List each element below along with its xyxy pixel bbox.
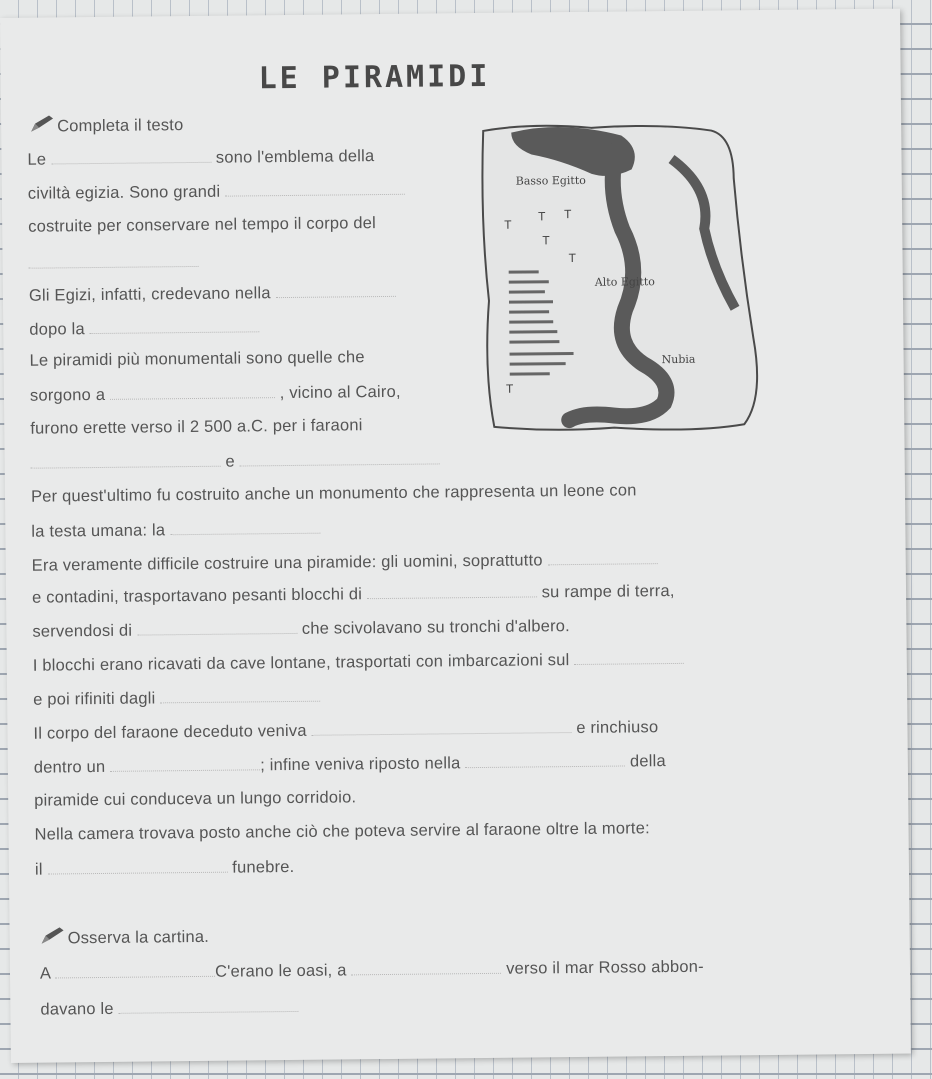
text-line: Gli Egizi, infatti, credevano nella xyxy=(29,282,396,306)
text-line: A C'erano le oasi, a verso il mar Rosso abbon- xyxy=(39,957,704,983)
text-line: dopo la xyxy=(29,317,260,339)
text-line: e poi rifiniti dagli xyxy=(33,687,320,710)
text-line: davano le xyxy=(40,997,298,1020)
text-line: I blocchi erano ricavati da cave lontane, trasportati con imbarcazioni sul xyxy=(33,649,685,676)
svg-text:T: T xyxy=(542,233,550,248)
text-line: Nella camera trovava posto anche ciò che poteva servire al faraone oltre la morte: xyxy=(34,819,650,844)
text-line: civiltà egizia. Sono grandi xyxy=(28,180,406,204)
text-line: il funebre. xyxy=(34,857,295,879)
page-title: LE PIRAMIDI xyxy=(258,58,491,97)
text-line: servendosi di che scivolavano su tronchi d'albero. xyxy=(32,617,571,641)
pencil-icon xyxy=(29,113,55,133)
map-label-lower-egypt: Basso Egitto xyxy=(515,173,586,188)
svg-text:T: T xyxy=(564,207,572,222)
map-label-upper-egypt: Alto Egitto xyxy=(594,275,655,289)
exercise-1-heading: Completa il testo xyxy=(57,116,184,136)
text-line: e contadini, trasportavano pesanti blocchi di su rampe di terra, xyxy=(31,581,675,607)
text-line: costruite per conservare nel tempo il corpo del xyxy=(28,214,377,236)
text-line: la testa umana: la xyxy=(31,519,320,542)
svg-text:T: T xyxy=(505,381,514,396)
worksheet xyxy=(0,9,911,1063)
pencil-icon xyxy=(40,925,66,945)
egypt-map xyxy=(471,118,768,439)
text-line: e xyxy=(31,449,440,473)
exercise-2-heading: Osserva la cartina. xyxy=(67,927,210,948)
text-line: piramide cui conduceva un lungo corridoio. xyxy=(34,788,357,810)
text-line: Le piramidi più monumentali sono quelle che xyxy=(29,348,365,370)
text-line: furono erette verso il 2 500 a.C. per i faraoni xyxy=(30,416,363,438)
svg-text:T: T xyxy=(538,209,546,224)
text-line xyxy=(28,252,198,274)
text-line: Per quest'ultimo fu costruito anche un monumento che rappresenta un leone con xyxy=(30,481,637,506)
text-line: Era veramente difficile costruire una piramide: gli uomini, soprattutto xyxy=(32,549,658,576)
text-line: sorgono a , vicino al Cairo, xyxy=(29,382,401,405)
text-line: Le sono l'emblema della xyxy=(27,147,375,169)
map-label-nubia: Nubia xyxy=(661,352,696,367)
text-line: Il corpo del faraone deceduto veniva e rinchiuso xyxy=(33,718,659,743)
svg-text:T: T xyxy=(504,217,512,232)
svg-text:T: T xyxy=(568,250,576,266)
text-line: dentro un ; infine veniva riposto nella della xyxy=(33,752,666,777)
